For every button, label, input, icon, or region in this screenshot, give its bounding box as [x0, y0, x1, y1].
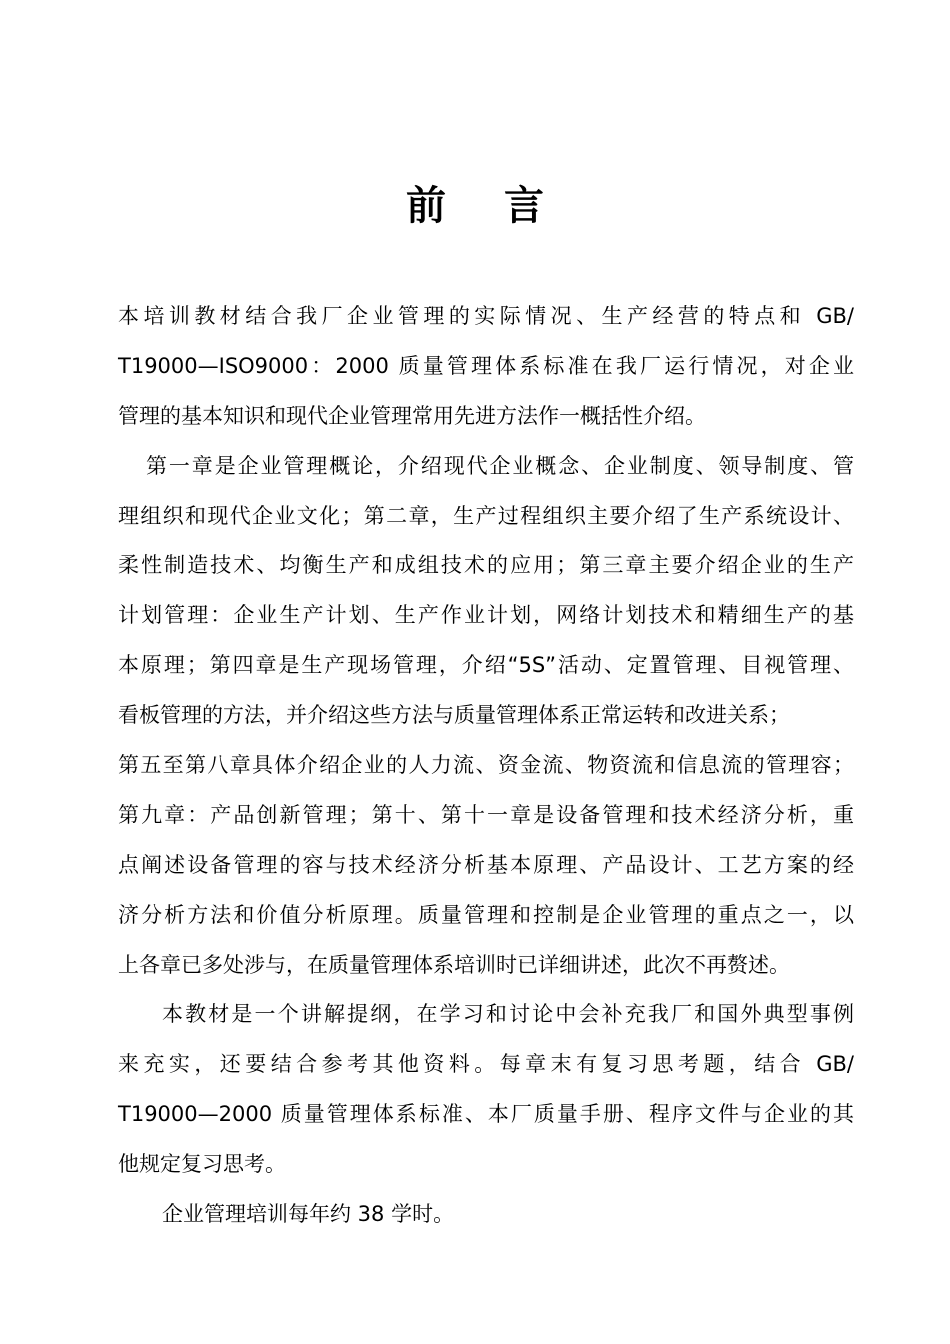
- text-line: 本教材是一个讲解提纲，在学习和讨论中会补充我厂和国外典型事例: [162, 1002, 854, 1027]
- text-line: 本原理；第四章是生产现场管理，介绍“5S”活动、定置管理、目视管理、: [118, 653, 854, 678]
- text-line: 济分析方法和价值分析原理。质量管理和控制是企业管理的重点之一，以: [118, 902, 854, 927]
- text-line: 本培训教材结合我厂企业管理的实际情况、生产经营的特点和 GB/: [118, 304, 854, 328]
- text-line: 理组织和现代企业文化；第二章，生产过程组织主要介绍了生产系统设计、: [118, 503, 854, 528]
- text-line: 管理的基本知识和现代企业管理常用先进方法作一概括性介绍。: [118, 403, 706, 428]
- text-line: 来充实，还要结合参考其他资料。每章末有复习思考题，结合 GB/: [118, 1052, 854, 1077]
- text-line: 上各章已多处涉与，在质量管理体系培训时已详细讲述，此次不再赘述。: [118, 952, 790, 977]
- text-line: 计划管理：企业生产计划、生产作业计划，网络计划技术和精细生产的基: [118, 603, 854, 628]
- text-line: 第九章：产品创新管理；第十、第十一章是设备管理和技术经济分析，重: [118, 802, 854, 827]
- preface-body: [118, 292, 854, 1240]
- text-line: T19000—2000 质量管理体系标准、本厂质量手册、程序文件与企业的其: [118, 1102, 854, 1127]
- text-line: 看板管理的方法，并介绍这些方法与质量管理体系正常运转和改进关系；: [118, 703, 790, 728]
- text-line: 点阐述设备管理的容与技术经济分析基本原理、产品设计、工艺方案的经: [118, 852, 854, 877]
- text-line: 第一章是企业管理概论，介绍现代企业概念、企业制度、领导制度、管: [146, 453, 854, 478]
- page-title: 前 言: [406, 183, 566, 229]
- text-line: 他规定复习思考。: [118, 1152, 286, 1177]
- text-line: 企业管理培训每年约 38 学时。: [162, 1202, 455, 1227]
- text-line: T19000—ISO9000：2000 质量管理体系标准在我厂运行情况，对企业: [118, 353, 854, 378]
- text-line: 柔性制造技术、均衡生产和成组技术的应用；第三章主要介绍企业的生产: [118, 553, 854, 578]
- text-line: 第五至第八章具体介绍企业的人力流、资金流、物资流和信息流的管理容；: [118, 753, 854, 778]
